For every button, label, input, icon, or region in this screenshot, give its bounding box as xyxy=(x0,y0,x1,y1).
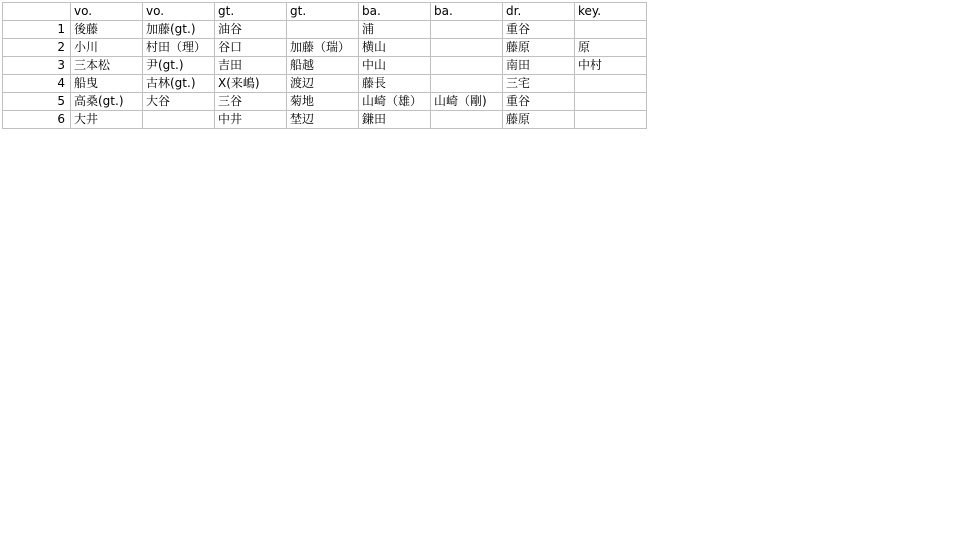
data-cell[interactable]: 尹(gt.) xyxy=(143,57,215,75)
data-cell[interactable]: 浦 xyxy=(359,21,431,39)
data-cell[interactable]: 大井 xyxy=(71,111,143,129)
data-cell[interactable] xyxy=(575,111,647,129)
spreadsheet-table xyxy=(2,2,647,129)
row-number-cell[interactable]: 6 xyxy=(3,111,71,129)
data-cell[interactable]: X(来嶋) xyxy=(215,75,287,93)
data-cell[interactable]: 重谷 xyxy=(503,21,575,39)
data-cell[interactable]: 横山 xyxy=(359,39,431,57)
data-cell[interactable] xyxy=(431,39,503,57)
data-cell[interactable]: 後藤 xyxy=(71,21,143,39)
data-cell[interactable]: 船越 xyxy=(287,57,359,75)
data-cell[interactable] xyxy=(431,21,503,39)
data-cell[interactable]: 埜辺 xyxy=(287,111,359,129)
data-cell[interactable]: 村田（理） xyxy=(143,39,215,57)
data-cell[interactable]: 鎌田 xyxy=(359,111,431,129)
column-header-cell[interactable]: key. xyxy=(575,3,647,21)
data-cell[interactable]: 大谷 xyxy=(143,93,215,111)
data-cell[interactable] xyxy=(431,75,503,93)
data-cell[interactable] xyxy=(431,57,503,75)
data-cell[interactable] xyxy=(143,111,215,129)
data-cell[interactable]: 小川 xyxy=(71,39,143,57)
column-header-cell[interactable]: dr. xyxy=(503,3,575,21)
data-cell[interactable]: 三宅 xyxy=(503,75,575,93)
data-cell[interactable]: 三本松 xyxy=(71,57,143,75)
data-cell[interactable]: 藤長 xyxy=(359,75,431,93)
column-header-cell[interactable]: gt. xyxy=(215,3,287,21)
sheet-area xyxy=(2,2,647,129)
data-cell[interactable]: 藤原 xyxy=(503,39,575,57)
column-header-cell[interactable]: ba. xyxy=(431,3,503,21)
table-row xyxy=(3,39,647,57)
data-cell[interactable]: 中井 xyxy=(215,111,287,129)
data-cell[interactable]: 船曳 xyxy=(71,75,143,93)
data-cell[interactable]: 加藤(gt.) xyxy=(143,21,215,39)
data-cell[interactable]: 油谷 xyxy=(215,21,287,39)
row-number-cell[interactable]: 5 xyxy=(3,93,71,111)
data-cell[interactable]: 中村 xyxy=(575,57,647,75)
data-cell[interactable]: 谷口 xyxy=(215,39,287,57)
table-row xyxy=(3,75,647,93)
data-cell[interactable]: 三谷 xyxy=(215,93,287,111)
data-cell[interactable]: 菊地 xyxy=(287,93,359,111)
row-number-cell[interactable]: 2 xyxy=(3,39,71,57)
data-cell[interactable]: 原 xyxy=(575,39,647,57)
data-cell[interactable]: 古林(gt.) xyxy=(143,75,215,93)
data-cell[interactable]: 南田 xyxy=(503,57,575,75)
data-cell[interactable] xyxy=(575,93,647,111)
table-row xyxy=(3,57,647,75)
corner-cell[interactable] xyxy=(3,3,71,21)
column-header-cell[interactable]: ba. xyxy=(359,3,431,21)
table-row xyxy=(3,111,647,129)
data-cell[interactable]: 吉田 xyxy=(215,57,287,75)
data-cell[interactable] xyxy=(431,111,503,129)
data-cell[interactable]: 中山 xyxy=(359,57,431,75)
data-cell[interactable]: 渡辺 xyxy=(287,75,359,93)
data-cell[interactable] xyxy=(287,21,359,39)
row-number-cell[interactable]: 4 xyxy=(3,75,71,93)
data-cell[interactable]: 高桑(gt.) xyxy=(71,93,143,111)
data-cell[interactable]: 山崎（剛) xyxy=(431,93,503,111)
data-cell[interactable]: 重谷 xyxy=(503,93,575,111)
table-row xyxy=(3,93,647,111)
data-cell[interactable] xyxy=(575,21,647,39)
row-number-cell[interactable]: 3 xyxy=(3,57,71,75)
column-header-cell[interactable]: gt. xyxy=(287,3,359,21)
column-header-cell[interactable]: vo. xyxy=(143,3,215,21)
header-row xyxy=(3,3,647,21)
data-cell[interactable]: 藤原 xyxy=(503,111,575,129)
data-cell[interactable] xyxy=(575,75,647,93)
column-header-cell[interactable]: vo. xyxy=(71,3,143,21)
table-row xyxy=(3,21,647,39)
data-cell[interactable]: 加藤（瑞） xyxy=(287,39,359,57)
row-number-cell[interactable]: 1 xyxy=(3,21,71,39)
data-cell[interactable]: 山崎（雄） xyxy=(359,93,431,111)
